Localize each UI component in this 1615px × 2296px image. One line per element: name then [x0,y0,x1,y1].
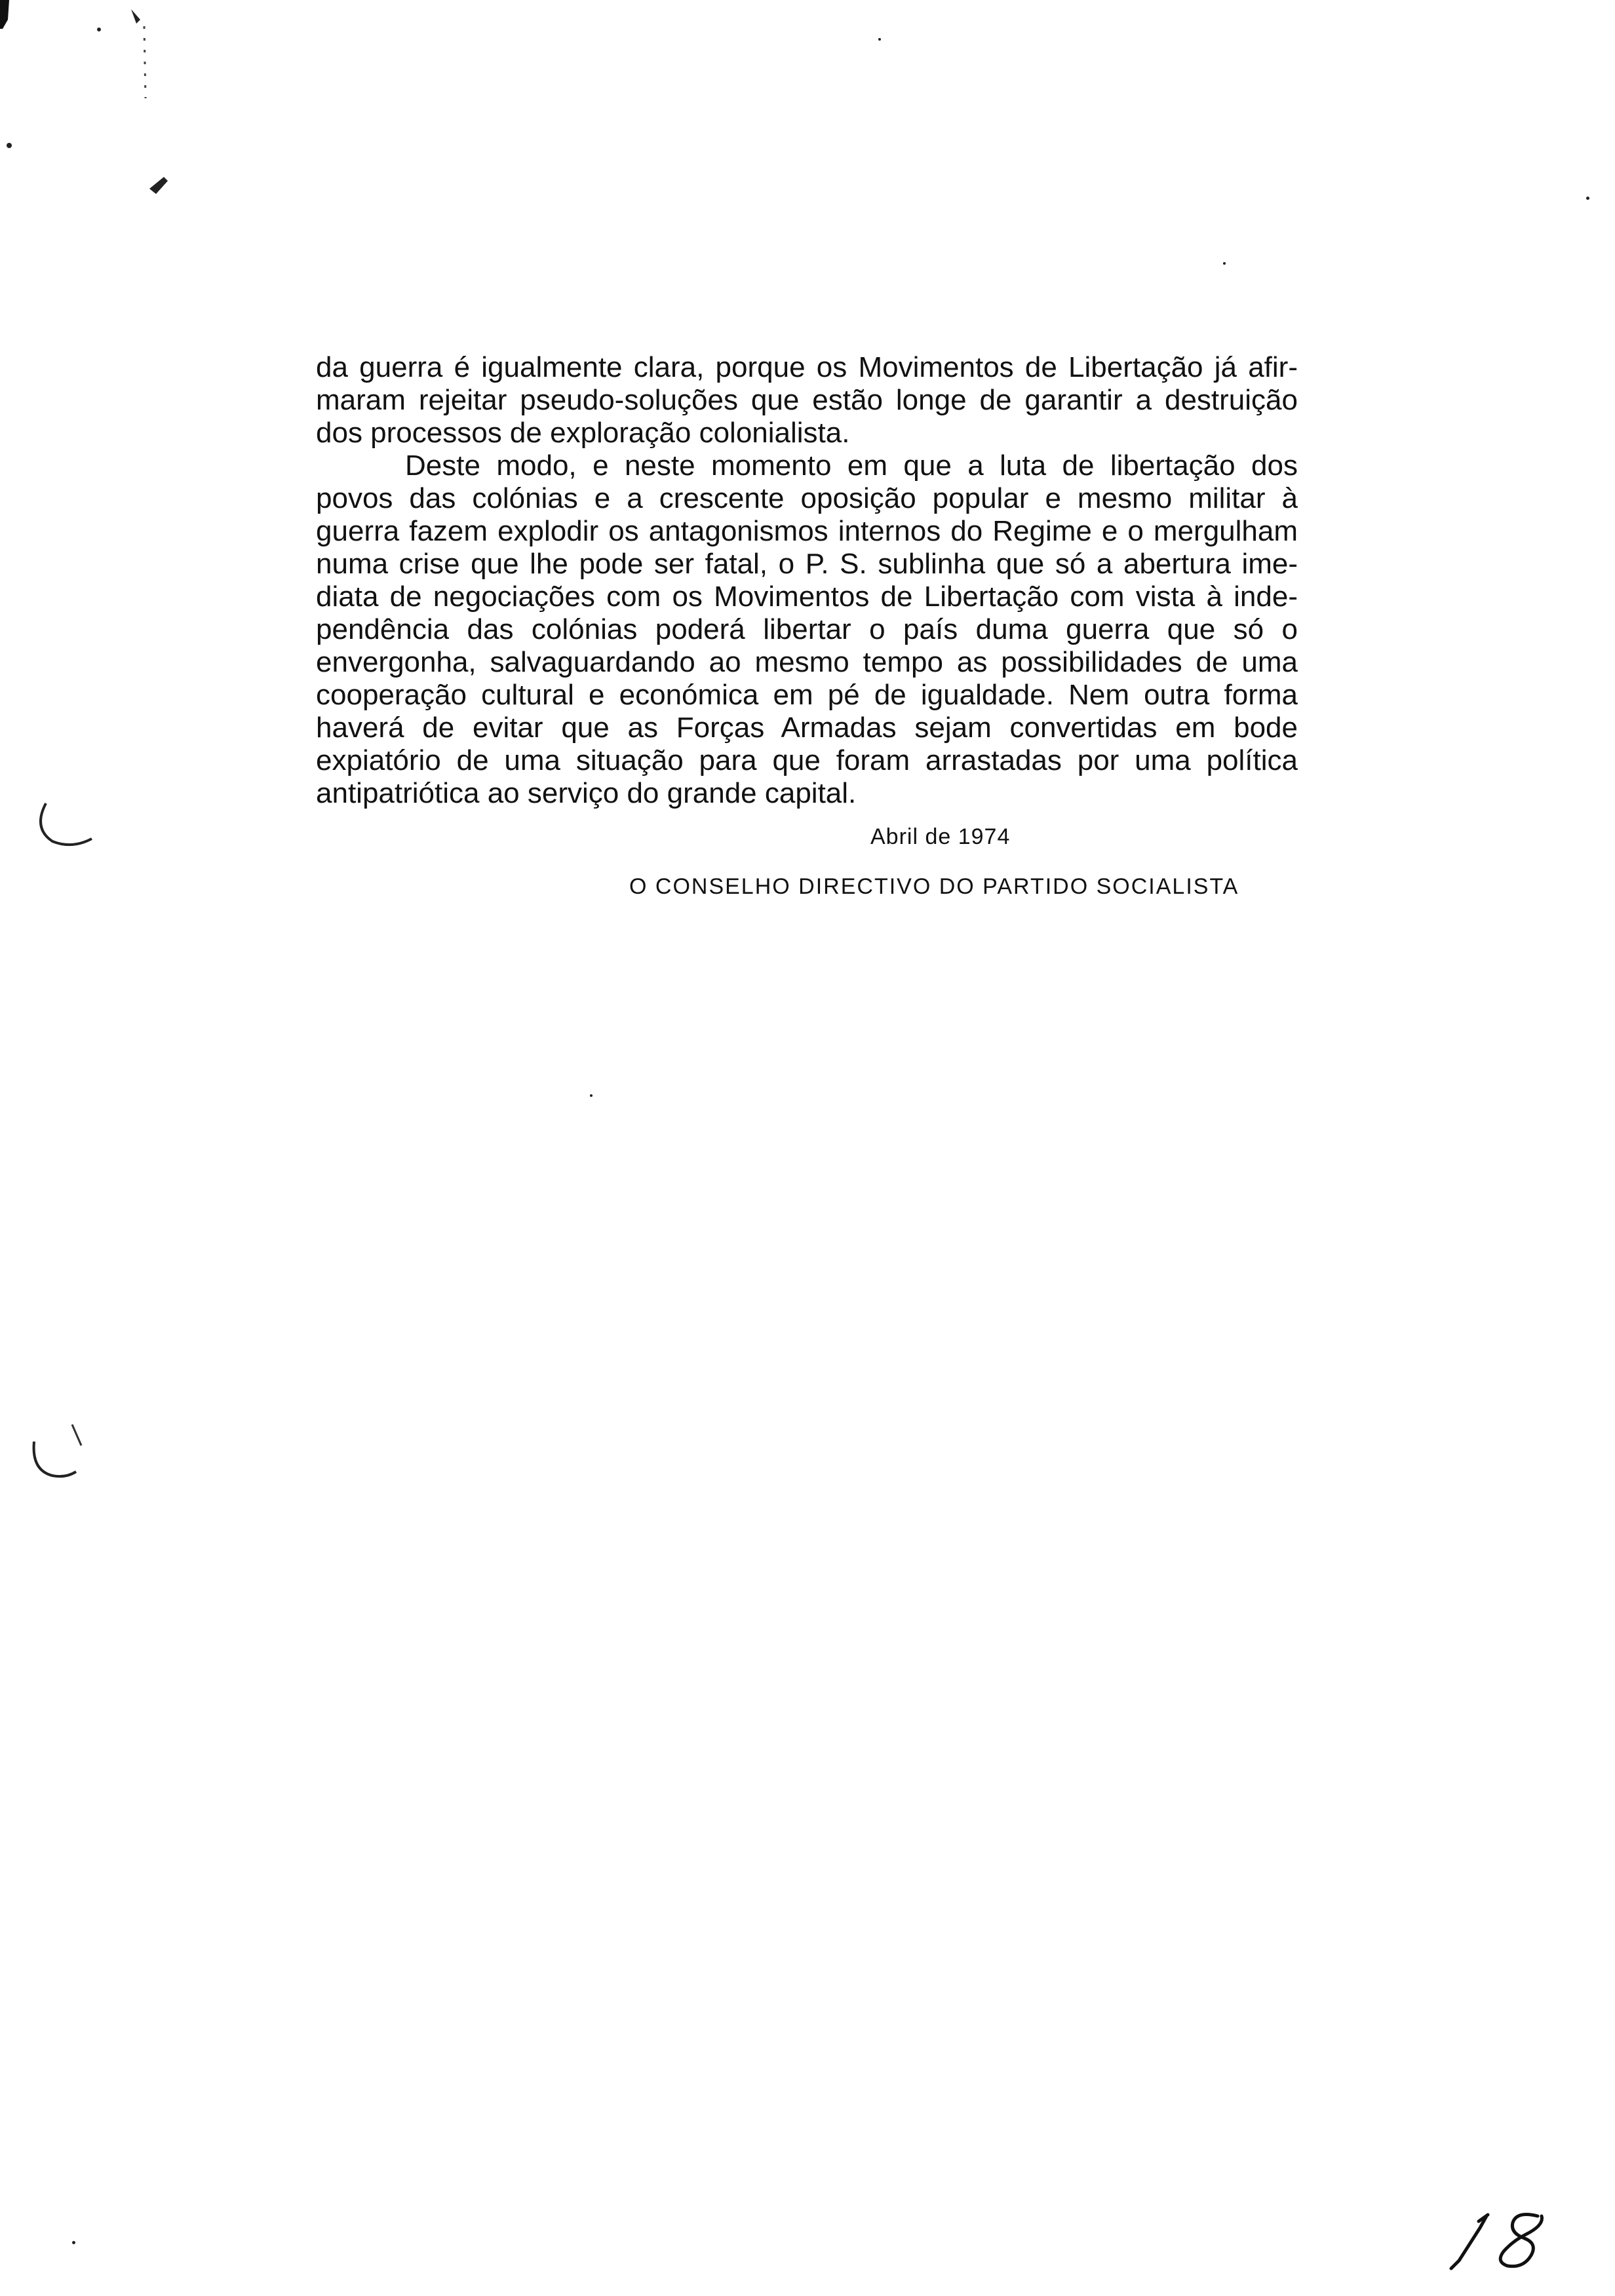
body-text [316,351,1298,810]
scan-speck [878,38,881,41]
handwritten-page-number [1439,2208,1564,2274]
body-line: antipatriótica ao serviço do grande capital. [316,777,857,809]
document-signature: O CONSELHO DIRECTIVO DO PARTIDO SOCIALISTA [629,874,1239,899]
scan-speck [1223,262,1226,265]
punch-hole-mark-upper [26,799,98,852]
body-line: dos processos de exploração colonialista. [316,417,850,449]
body-line: pendência das colónias poderá libertar o país duma guerra que só o [316,613,1298,645]
body-line: diata de negociações com os Movimentos de Libertação com vista à inde- [316,581,1298,613]
scan-speck [7,143,12,148]
body-line: povos das colónias e a crescente oposição popular e mesmo militar à [316,482,1298,514]
body-line: expiatório de uma situação para que foram arrastadas por uma política [316,744,1298,776]
body-line: da guerra é igualmente clara, porque os Movimentos de Libertação já afir- [316,351,1298,383]
body-line: haverá de evitar que as Forças Armadas sejam convertidas em bode [316,712,1298,744]
body-line: numa crise que lhe pode ser fatal, o P. S. sublinha que só a abertura ime- [316,548,1298,580]
body-line: envergonha, salvaguardando ao mesmo tempo as possibilidades de uma [316,646,1298,678]
punch-hole-mark-lower [26,1415,98,1487]
body-line: guerra fazem explodir os antagonismos internos do Regime e o mergulham [316,515,1298,547]
body-line: cooperação cultural e económica em pé de igualdade. Nem outra forma [316,679,1298,711]
scan-speck [72,2241,75,2244]
document-date: Abril de 1974 [870,824,1011,849]
scan-speck [590,1094,593,1097]
scan-speck [97,28,101,31]
corner-mark [0,0,170,210]
body-line: Deste modo, e neste momento em que a luta de libertação dos [405,450,1298,482]
scan-speck [1586,197,1589,200]
body-line: maram rejeitar pseudo-soluções que estão longe de garantir a destruição [316,384,1298,416]
